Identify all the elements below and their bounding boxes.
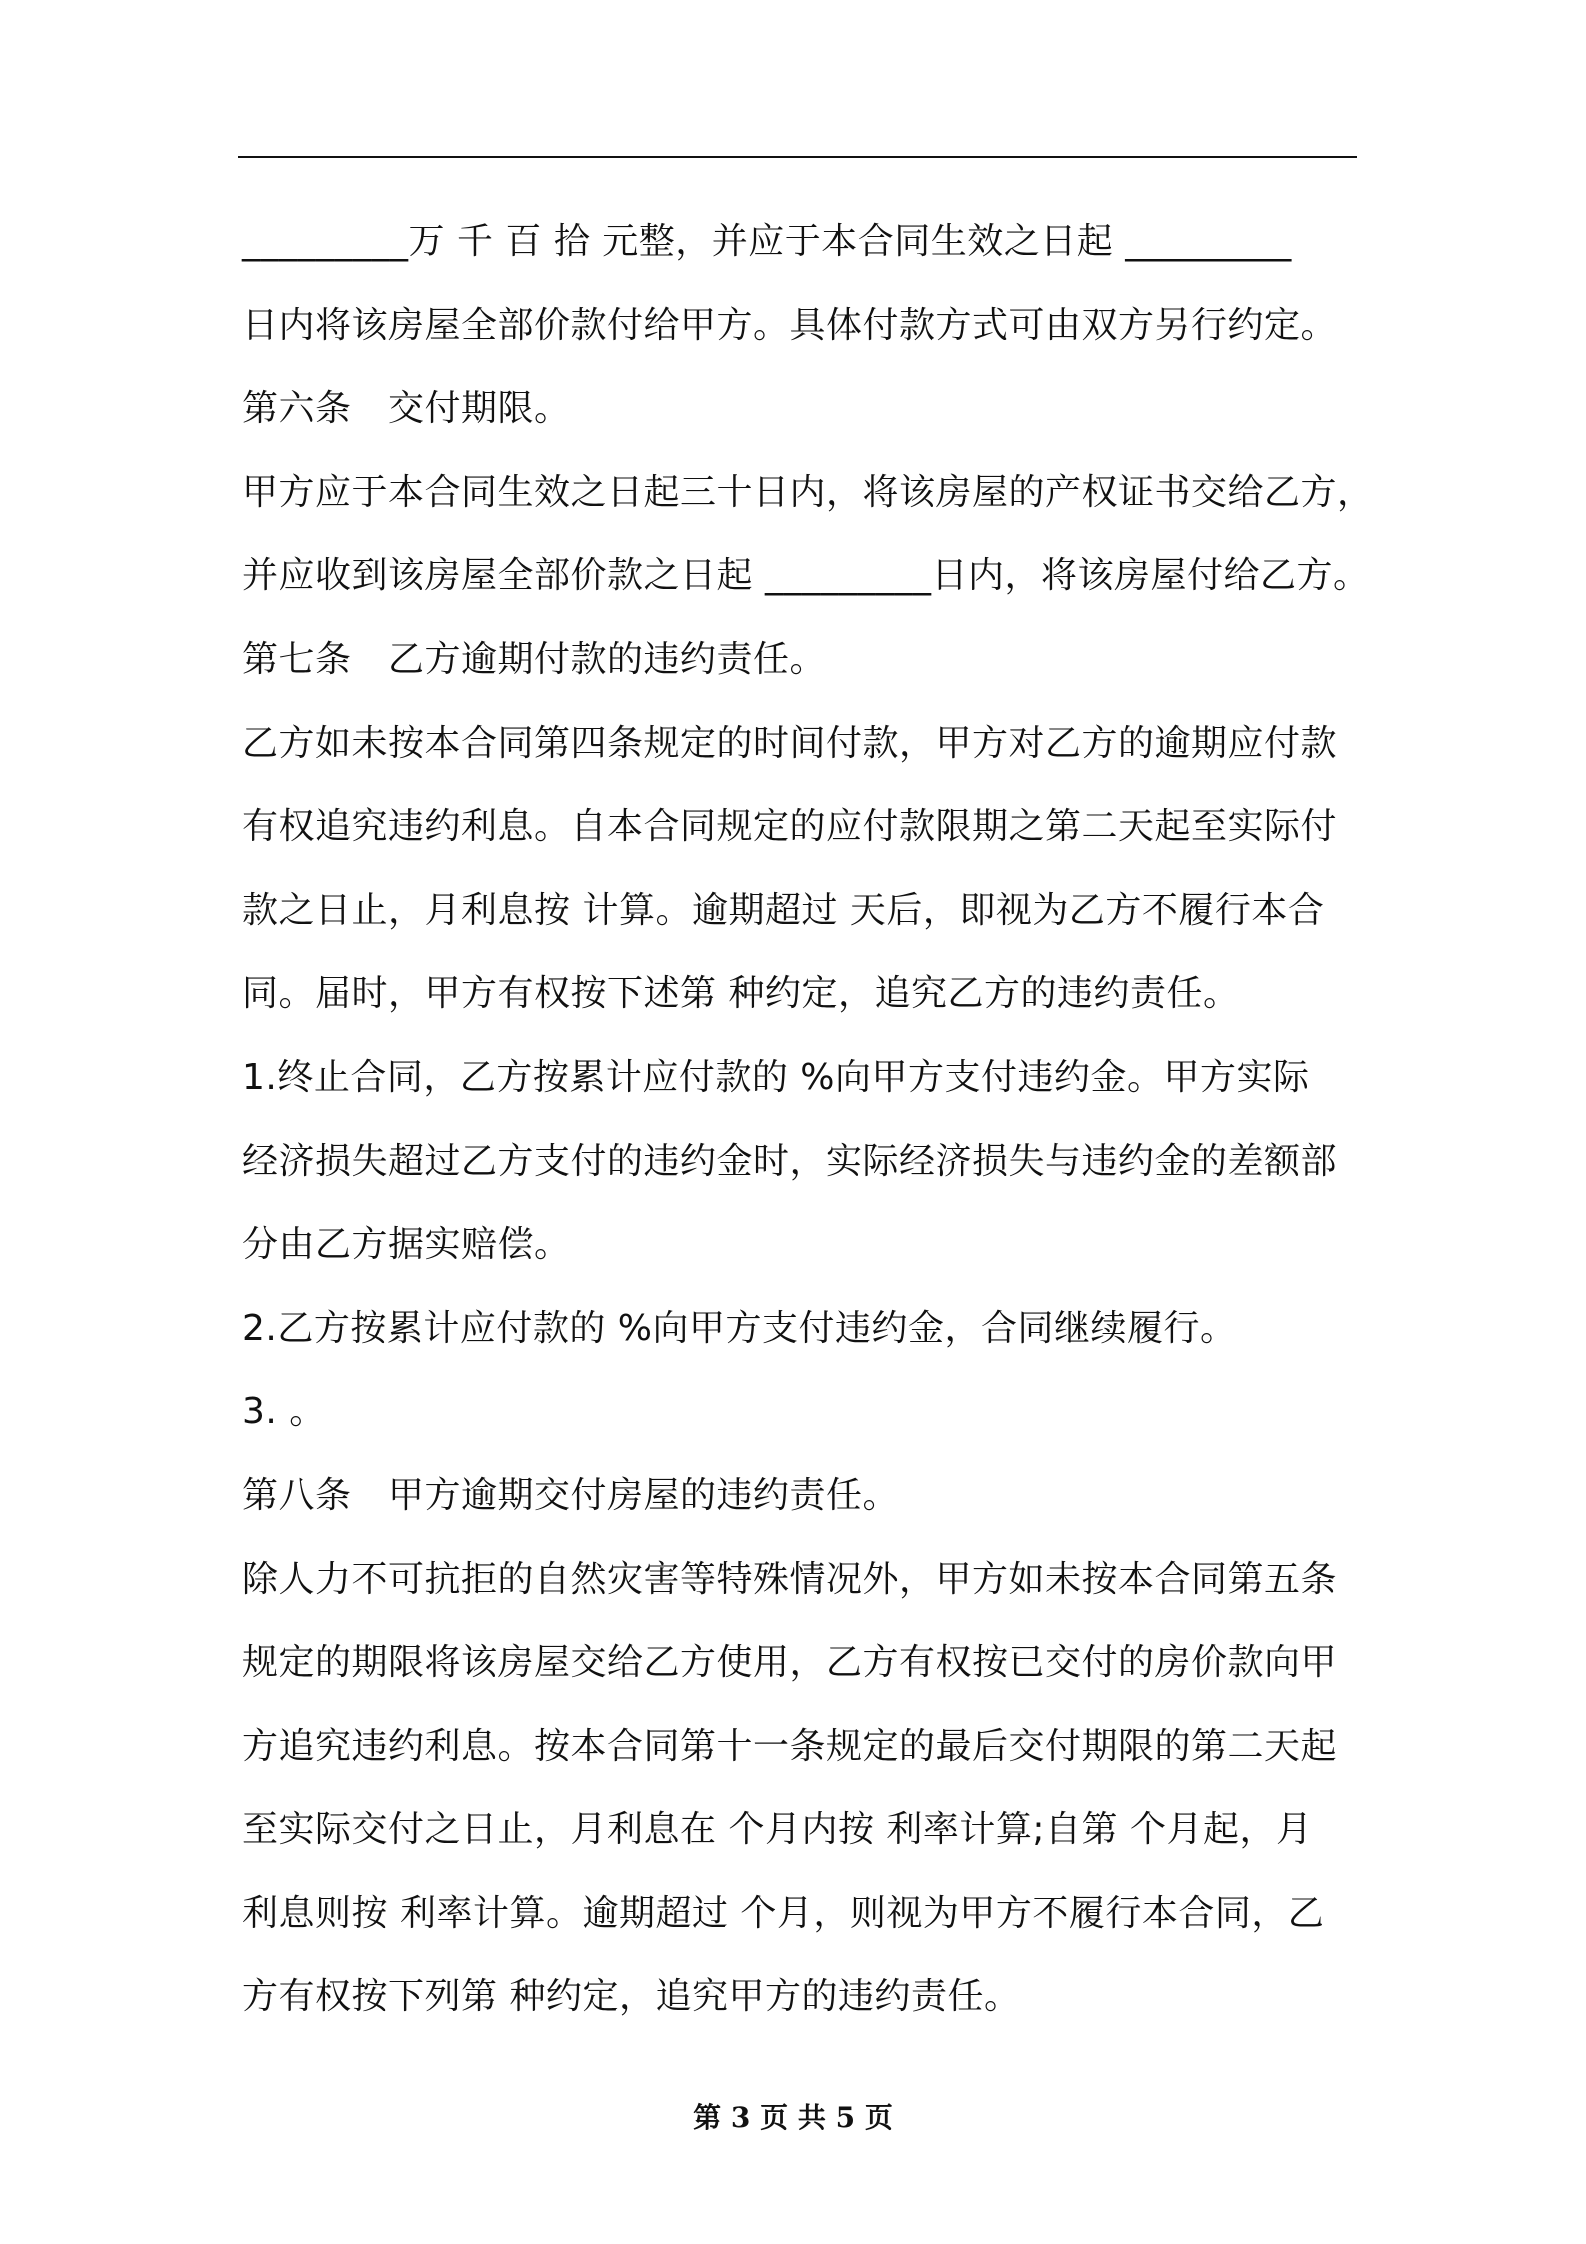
- text-line: 利息则按 利率计算。逾期超过 个月，则视为甲方不履行本合同，乙: [242, 1892, 1325, 1934]
- text-line: 有权追究违约利息。自本合同规定的应付款限期之第二天起至实际付: [242, 806, 1338, 848]
- text-line: 方有权按下列第 种约定，追究甲方的违约责任。: [242, 1976, 1021, 2018]
- page-indicator: 第 3 页 共 5 页: [693, 2101, 893, 2134]
- text-line: 3. 。: [242, 1391, 326, 1433]
- text-line: 分由乙方据实赔偿。: [242, 1224, 571, 1266]
- text-line: 除人力不可抗拒的自然灾害等特殊情况外，甲方如未按本合同第五条: [242, 1558, 1338, 1600]
- text-line: 日内将该房屋全部价款付给甲方。具体付款方式可由双方另行约定。: [242, 304, 1338, 346]
- text-line: 规定的期限将该房屋交给乙方使用，乙方有权按已交付的房价款向甲: [242, 1642, 1338, 1684]
- article-heading: 第七条 乙方逾期付款的违约责任。: [242, 638, 827, 680]
- text-line: 经济损失超过乙方支付的违约金时，实际经济损失与违约金的差额部: [242, 1140, 1338, 1182]
- text-line: 甲方应于本合同生效之日起三十日内，将该房屋的产权证书交给乙方，: [242, 471, 1374, 513]
- text-line: 同。届时，甲方有权按下述第 种约定，追究乙方的违约责任。: [242, 973, 1240, 1015]
- header-rule: [238, 156, 1357, 158]
- document-body: [242, 200, 1377, 2039]
- text-line: 并应收到该房屋全部价款之日起 _________日内，将该房屋付给乙方。: [242, 555, 1370, 597]
- article-heading: 第六条 交付期限。: [242, 388, 571, 430]
- text-line: 1.终止合同，乙方按累计应付款的 %向甲方支付违约金。甲方实际: [242, 1056, 1310, 1098]
- text-line: 2.乙方按累计应付款的 %向甲方支付违约金，合同继续履行。: [242, 1307, 1237, 1349]
- text-line: 款之日止，月利息按 计算。逾期超过 天后，即视为乙方不履行本合: [242, 889, 1325, 931]
- text-line: 至实际交付之日止，月利息在 个月内按 利率计算;自第 个月起，月: [242, 1809, 1313, 1851]
- article-heading: 第八条 甲方逾期交付房屋的违约责任。: [242, 1474, 900, 1516]
- text-line: 方追究违约利息。按本合同第十一条规定的最后交付期限的第二天起: [242, 1725, 1338, 1767]
- text-line: _________万 千 百 拾 元整，并应于本合同生效之日起 _________: [242, 221, 1292, 262]
- text-line: 乙方如未按本合同第四条规定的时间付款，甲方对乙方的逾期应付款: [242, 722, 1338, 764]
